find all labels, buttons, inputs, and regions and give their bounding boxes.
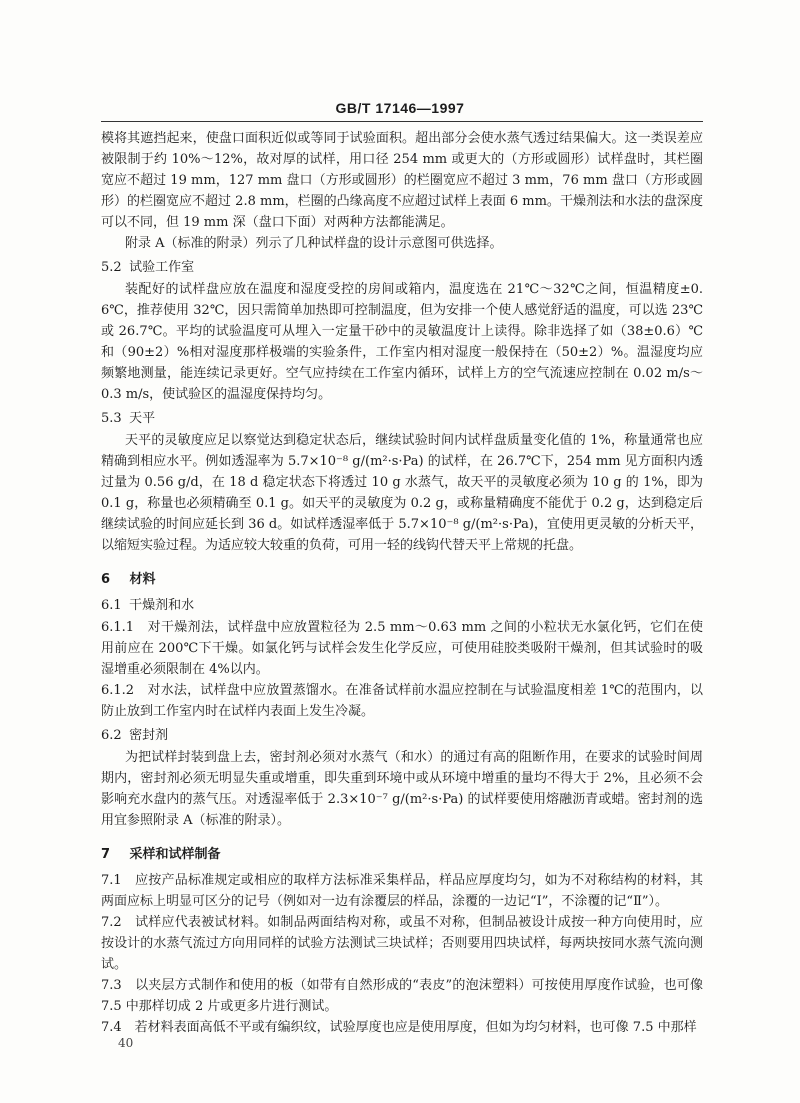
standard-code-header: GB/T 17146—1997 — [335, 100, 465, 116]
heading-number: 6.2 — [101, 728, 122, 743]
heading-title: 密封剂 — [129, 728, 169, 743]
paragraph: 为把试样封装到盘上去，密封剂必须对水蒸气（和水）的通过有高的阻断作用，在要求的试验时间周期内，密封剂必须无明显失重或增重，即失重到环境中或从环境中增重的量均不得大于 2%，且必须不会影响充水盘内的蒸气压。对透湿率低于 2.3×10⁻⁷ g/(m²·s·Pa) 的试样要使用熔融沥青或蜡。密封剂的选用宜参照附录 A（标准的附录）。 — [101, 750, 703, 828]
heading-title: 材料 — [129, 572, 156, 587]
subsection-heading — [101, 595, 703, 616]
heading-number: 5.2 — [101, 260, 122, 275]
heading-number: 5.3 — [101, 411, 122, 426]
heading-title: 干燥剂和水 — [129, 598, 195, 613]
paragraph: 6.1.1 对干燥剂法，试样盘中应放置粒径为 2.5 mm～0.63 mm 之间的小粒状无水氯化钙，它们在使用前应在 200℃下干燥。如氯化钙与试样会发生化学反应，可使用硅胶类吸附干燥剂，但其试验时的吸湿增重必须限制在 4%以内。 — [101, 620, 703, 677]
page-number: 40 — [118, 1036, 134, 1050]
paragraph: 模将其遮挡起来，使盘口面积近似或等同于试验面积。超出部分会使水蒸气透过结果偏大。这一类误差应被限制于约 10%～12%，故对厚的试样，用口径 254 mm 或更大的（方形或圆形）试样盘时，其栏圈宽应不超过 19 mm，127 mm 盘口（方形或圆形）的栏圈宽应不超过 3 mm，76 mm 盘口（方形或圆形）的栏圈宽应不超过 2.8 mm，栏圈的凸缘高度不应超过试样上表面 6 mm。干燥剂法和水法的盘深度可以不同，但 19 mm 深（盘口下面）对两种方法都能满足。 — [101, 131, 703, 230]
heading-number: 6 — [101, 572, 111, 587]
subsection-heading — [101, 408, 703, 429]
paragraph: 7.1 应按产品标准规定或相应的取样方法标准采集样品，样品应厚度均匀，如为不对称结构的材料，其两面应标上明显可区分的记号（例如对一边有涂覆层的样品，涂覆的一边记“Ⅰ”，不涂覆的记“Ⅱ”）。 — [101, 873, 703, 909]
paragraph: 7.2 试样应代表被试材料。如制品两面结构对称，或虽不对称，但制品被设计成按一种方向使用时，应按设计的水蒸气流过方向用同样的试验方法测试三块试样；否则要用四块试样，每两块按同水蒸气流向测试。 — [101, 915, 703, 972]
heading-title: 天平 — [129, 411, 156, 426]
paragraph: 7.4 若材料表面高低不平或有编织纹，试验厚度也应是使用厚度，但如为均匀材料，也可像 7.5 中那样 — [101, 1020, 697, 1035]
paragraph: 6.1.2 对水法，试样盘中应放置蒸馏水。在准备试样前水温应控制在与试验温度相差 1℃的范围内，以防止放到工作室内时在试样内表面上发生冷凝。 — [101, 683, 703, 719]
heading-title: 采样和试样制备 — [129, 847, 221, 862]
section-heading — [101, 844, 703, 865]
subsection-heading — [101, 257, 703, 278]
heading-title: 试验工作室 — [129, 260, 195, 275]
document-body — [101, 128, 703, 1038]
heading-number: 7 — [101, 847, 111, 862]
subsection-heading — [101, 725, 703, 746]
header-rule — [101, 121, 703, 122]
paragraph: 天平的灵敏度应足以察觉达到稳定状态后，继续试验时间内试样盘质量变化值的 1%，称量通常也应精确到相应水平。例如透湿率为 5.7×10⁻⁸ g/(m²·s·Pa) 的试样，在 26.7℃下，254 mm 见方面积内透过量为 0.56 g/d，在 18 d 稳定状态下将透过 10 g 水蒸气，故天平的灵敏度必须为 10 g 的 1%，即为 0.1 g，称量也必须精确至 0.1 g。如天平的灵敏度为 0.2 g，或称量精确度不能优于 0.2 g，达到稳定后继续试验的时间应延长到 36 d。如试样透湿率低于 5.7×10⁻⁸ g/(m²·s·Pa)，宜使用更灵敏的分析天平，以缩短实验过程。为适应较大较重的负荷，可用一轻的线钩代替天平上常规的托盘。 — [101, 433, 703, 553]
heading-number: 6.1 — [101, 598, 122, 613]
paragraph: 附录 A（标准的附录）列示了几种试样盘的设计示意图可供选择。 — [125, 236, 503, 251]
paragraph: 7.3 以夹层方式制作和使用的板（如带有自然形成的“表皮”的泡沫塑料）可按使用厚度作试验，也可像 7.5 中那样切成 2 片或更多片进行测试。 — [101, 978, 703, 1014]
section-heading — [101, 569, 703, 590]
paragraph: 装配好的试样盘应放在温度和湿度受控的房间或箱内，温度选在 21℃～32℃之间，恒温精度±0.6℃，推荐使用 32℃，因只需简单加热即可控制温度，但为安排一个使人感觉舒适的温度，可以选 23℃或 26.7℃。平均的试验温度可从埋入一定量干砂中的灵敏温度计上读得。除非选择了如（38±0.6）℃和（90±2）%相对湿度那样极端的实验条件，工作室内相对湿度一般保持在（50±2）%。温湿度均应频繁地测量，能连续记录更好。空气应持续在工作室内循环，试样上方的空气流速应控制在 0.02 m/s～0.3 m/s，使试验区的温湿度保持均匀。 — [101, 282, 703, 402]
